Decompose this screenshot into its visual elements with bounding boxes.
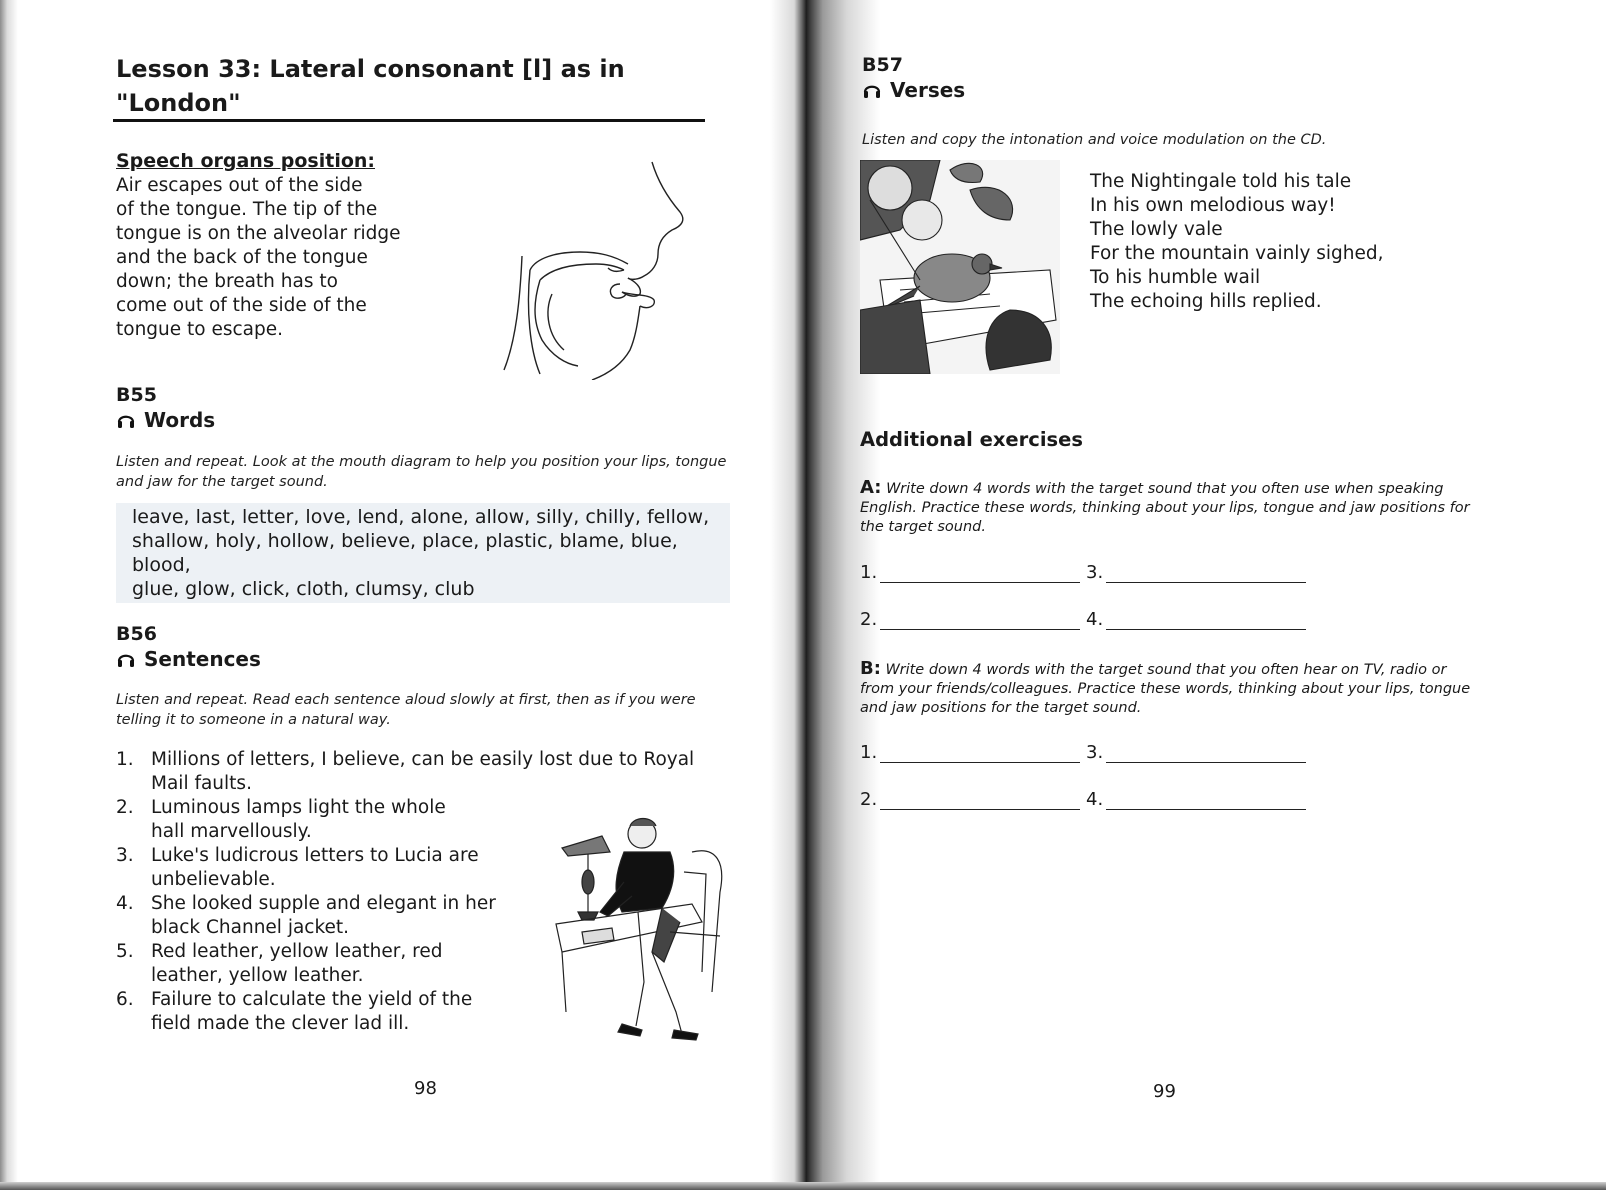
verse-line: The echoing hills replied. <box>1090 291 1322 312</box>
mouth-diagram-illustration <box>500 160 700 380</box>
exercise-a <box>860 478 1475 537</box>
b57-code: B57 <box>862 54 903 76</box>
exercise-a-label: A: <box>860 477 882 498</box>
word-line: glue, glow, click, cloth, clumsy, club <box>132 578 475 600</box>
speech-organs-text <box>116 174 406 342</box>
exercise-b-row-1 <box>860 742 1312 763</box>
headphones-icon <box>116 649 136 669</box>
sentence-text: Red leather, yellow leather, red leather, yellow leather. <box>151 941 443 986</box>
blank-number: 1. <box>860 562 878 583</box>
additional-exercises-heading: Additional exercises <box>860 428 1083 451</box>
b55-heading <box>116 408 215 432</box>
b57-verses <box>1090 170 1384 314</box>
speech-line: down; the breath has to <box>116 271 338 292</box>
blank-number: 4. <box>1086 789 1104 810</box>
word-line: shallow, holy, hollow, believe, place, plastic, blame, blue, blood, <box>132 530 678 576</box>
left-page-number: 98 <box>414 1078 437 1099</box>
verse-line: The Nightingale told his tale <box>1090 171 1352 192</box>
b55-title: Words <box>144 408 216 432</box>
sentence-number: 5. <box>116 941 134 962</box>
exercise-b-text: Write down 4 words with the target sound that you often hear on TV, radio or from your friends/colleagues. Practice these words, thinking about your lips, tongue and jaw positions for the target sound. <box>860 662 1471 716</box>
answer-blank[interactable] <box>880 566 1080 583</box>
sentence-text: Failure to calculate the yield of the field made the clever lad ill. <box>151 989 473 1034</box>
speech-line: tongue to escape. <box>116 319 284 340</box>
headphones-icon <box>116 410 136 430</box>
left-page <box>0 0 785 1190</box>
exercise-b-row-2 <box>860 789 1312 810</box>
list-item <box>116 748 736 796</box>
speech-line: and the back of the tongue <box>116 247 368 268</box>
blank-number: 3. <box>1086 562 1104 583</box>
blank-number: 3. <box>1086 742 1104 763</box>
blank-number: 1. <box>860 742 878 763</box>
answer-blank[interactable] <box>1106 746 1306 763</box>
nightingale-illustration <box>860 160 1060 374</box>
sentence-number: 1. <box>116 749 134 770</box>
answer-blank[interactable] <box>1106 793 1306 810</box>
b56-instruction: Listen and repeat. Read each sentence aloud slowly at first, then as if you were telling it to someone in a natural way. <box>116 692 696 728</box>
sentence-number: 6. <box>116 989 134 1010</box>
title-underline <box>113 119 705 122</box>
sentence-text: She looked supple and elegant in her black Channel jacket. <box>151 893 496 938</box>
verse-line: In his own melodious way! <box>1090 195 1336 216</box>
speech-organs-heading: Speech organs position: <box>116 150 376 172</box>
speech-line: Air escapes out of the side <box>116 175 363 196</box>
answer-blank[interactable] <box>880 793 1080 810</box>
sentence-number: 3. <box>116 845 134 866</box>
sentence-text: Millions of letters, I believe, can be easily lost due to Royal Mail faults. <box>151 749 695 794</box>
exercise-a-row-2 <box>860 609 1312 630</box>
sentence-text: Luke's ludicrous letters to Lucia are unbelievable. <box>151 845 479 890</box>
headphones-icon <box>862 80 882 100</box>
blank-number: 2. <box>860 789 878 810</box>
word-line: leave, last, letter, love, lend, alone, allow, silly, chilly, fellow, <box>132 506 710 528</box>
man-at-desk-illustration <box>552 812 732 1044</box>
exercise-a-row-1 <box>860 562 1312 583</box>
answer-blank[interactable] <box>1106 613 1306 630</box>
blank-number: 2. <box>860 609 878 630</box>
speech-line: come out of the side of the <box>116 295 367 316</box>
lesson-title: Lesson 33: Lateral consonant [l] as in "London" <box>116 55 625 117</box>
b57-title: Verses <box>890 78 966 102</box>
verse-line: To his humble wail <box>1090 267 1261 288</box>
b56-code: B56 <box>116 623 157 645</box>
blank-number: 4. <box>1086 609 1104 630</box>
b57-heading <box>862 78 965 102</box>
b56-title: Sentences <box>144 647 261 671</box>
verse-line: The lowly vale <box>1090 219 1223 240</box>
sentence-number: 2. <box>116 797 134 818</box>
speech-line: tongue is on the alveolar ridge <box>116 223 401 244</box>
exercise-b-label: B: <box>860 658 881 679</box>
b55-word-list <box>116 503 730 603</box>
answer-blank[interactable] <box>1106 566 1306 583</box>
answer-blank[interactable] <box>880 613 1080 630</box>
sentence-text: Luminous lamps light the whole hall marvellously. <box>151 797 446 842</box>
right-page-number: 99 <box>1153 1081 1176 1102</box>
sentence-number: 4. <box>116 893 134 914</box>
speech-line: of the tongue. The tip of the <box>116 199 378 220</box>
exercise-a-text: Write down 4 words with the target sound that you often use when speaking English. Practice these words, thinking about your lips, tongue and jaw positions for the target sound. <box>860 481 1470 535</box>
exercise-b <box>860 659 1475 718</box>
verse-line: For the mountain vainly sighed, <box>1090 243 1384 264</box>
b55-code: B55 <box>116 384 157 406</box>
b56-heading <box>116 647 261 671</box>
b57-instruction: Listen and copy the intonation and voice modulation on the CD. <box>862 132 1327 148</box>
answer-blank[interactable] <box>880 746 1080 763</box>
b55-instruction: Listen and repeat. Look at the mouth diagram to help you position your lips, tongue and jaw for the target sound. <box>116 454 727 490</box>
